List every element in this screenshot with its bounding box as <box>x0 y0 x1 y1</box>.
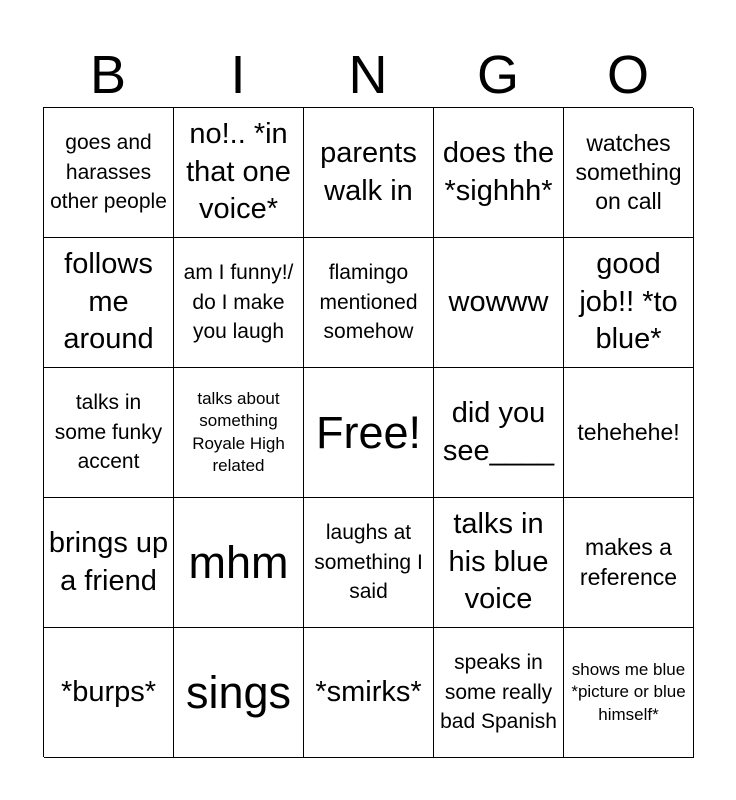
cell-text: brings up a friend <box>48 526 169 597</box>
bingo-cell[interactable] <box>564 108 694 238</box>
cell-text: am I funny!/ do I make you laugh <box>183 261 294 344</box>
free-space-cell[interactable] <box>304 368 434 498</box>
cell-text: *smirks* <box>315 675 422 708</box>
bingo-cell[interactable] <box>434 368 564 498</box>
header-letter-g: G <box>476 45 519 105</box>
bingo-cell[interactable] <box>434 498 564 628</box>
bingo-cell[interactable] <box>564 498 694 628</box>
bingo-cell[interactable] <box>174 368 304 498</box>
bingo-cell[interactable] <box>304 628 434 758</box>
cell-text: talks in his blue voice <box>448 507 549 616</box>
header-letter-b: B <box>89 45 127 105</box>
bingo-cell[interactable] <box>564 628 694 758</box>
bingo-cell[interactable] <box>174 108 304 238</box>
cell-text: goes and harasses other people <box>50 131 167 214</box>
cell-text: good job!! *to blue* <box>579 247 678 356</box>
cell-text: talks in some funky accent <box>54 391 163 474</box>
bingo-cell[interactable] <box>564 238 694 368</box>
header-letter-i: I <box>230 45 246 105</box>
bingo-cell[interactable] <box>44 238 174 368</box>
bingo-board <box>43 107 693 757</box>
header-letter-o: O <box>606 45 649 105</box>
bingo-cell[interactable] <box>174 628 304 758</box>
cell-text: shows me blue *picture or blue himself* <box>571 660 686 724</box>
bingo-cell[interactable] <box>434 628 564 758</box>
bingo-cell[interactable] <box>434 238 564 368</box>
bingo-cell[interactable] <box>174 498 304 628</box>
cell-text: makes a reference <box>579 534 678 590</box>
cell-text: no!.. *in that one voice* <box>186 117 291 226</box>
cell-text: Free! <box>315 406 422 458</box>
bingo-cell[interactable] <box>44 368 174 498</box>
bingo-cell[interactable] <box>304 238 434 368</box>
bingo-header <box>43 42 693 108</box>
cell-text: does the *sighhh* <box>442 136 555 207</box>
cell-text: watches something on call <box>575 129 682 215</box>
cell-text: tehehehe! <box>577 418 680 445</box>
bingo-cell[interactable] <box>304 108 434 238</box>
cell-text: flamingo mentioned somehow <box>319 261 418 344</box>
bingo-cell[interactable] <box>44 628 174 758</box>
bingo-cell[interactable] <box>434 108 564 238</box>
bingo-cell[interactable] <box>44 498 174 628</box>
cell-text: mhm <box>188 536 289 588</box>
cell-text: speaks in some really bad Spanish <box>440 651 557 734</box>
bingo-cell[interactable] <box>44 108 174 238</box>
cell-text: wowww <box>448 285 549 318</box>
cell-text: talks about something Royale High related <box>192 389 285 475</box>
bingo-cell[interactable] <box>304 498 434 628</box>
bingo-cell[interactable] <box>174 238 304 368</box>
header-letter-n: N <box>348 45 388 105</box>
cell-text: did you see____ <box>442 396 555 467</box>
cell-text: laughs at something I said <box>314 521 423 604</box>
cell-text: *burps* <box>60 675 157 708</box>
cell-text: parents walk in <box>320 136 417 207</box>
cell-text: follows me around <box>63 247 154 356</box>
cell-text: sings <box>185 666 292 718</box>
bingo-cell[interactable] <box>564 368 694 498</box>
